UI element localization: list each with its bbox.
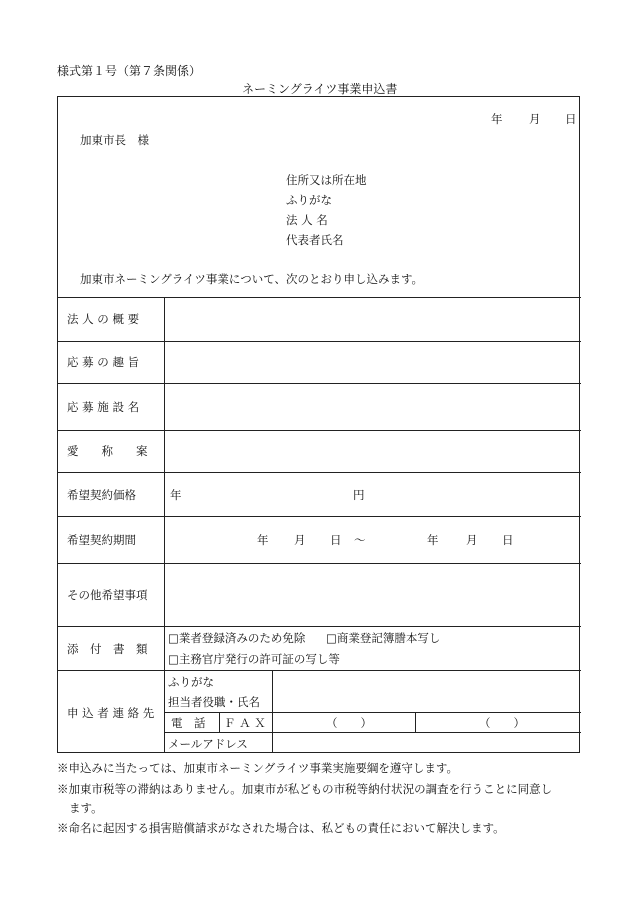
- applicant-furigana-label: ふりがな: [286, 193, 332, 207]
- addressee: 加東市長 様: [80, 133, 149, 147]
- period-start-year: 年: [257, 533, 269, 547]
- note-tax-line2: ます。: [69, 801, 103, 815]
- rule-row-8: [58, 670, 581, 671]
- applicant-corporate-name-label: 法 人 名: [286, 213, 328, 227]
- rule-row-1: [58, 341, 581, 342]
- contact-furigana-label: ふりがな: [168, 675, 214, 689]
- rule-contact-b: [164, 732, 581, 733]
- note-liability: ※命名に起因する損害賠償請求がなされた場合は、私どもの責任において解決します。: [57, 821, 505, 835]
- attachment-permit-copy[interactable]: □主務官庁発行の許可証の写し等: [168, 652, 340, 666]
- rule-row-6: [58, 563, 581, 564]
- contact-phone-label: 電 話: [171, 716, 206, 730]
- period-end-day: 日: [502, 533, 514, 547]
- contact-fax-label: Ｆ Ａ Ｘ: [224, 716, 266, 730]
- note-compliance: ※申込みに当たっては、加東市ネーミングライツ事業実施要綱を遵守します。: [57, 761, 459, 775]
- period-start-month: 月: [294, 533, 306, 547]
- rule-row-4: [58, 472, 581, 473]
- form-title: ネーミングライツ事業申込書: [242, 82, 398, 96]
- rule-label-column: [164, 297, 165, 753]
- applicant-address-label: 住所又は所在地: [286, 173, 367, 187]
- price-year: 年: [170, 488, 182, 502]
- application-statement: 加東市ネーミングライツ事業について、次のとおり申し込みます。: [80, 272, 424, 286]
- rule-phone-fax-split: [415, 712, 416, 732]
- period-start-day: 日: [330, 533, 342, 547]
- rule-contact-sub: [272, 670, 273, 753]
- contact-email-label: メールアドレス: [168, 737, 248, 751]
- attachment-commercial-register[interactable]: □商業登記簿謄本写し: [326, 631, 441, 645]
- period-tilde: ～: [354, 533, 366, 547]
- attachment-registered-exempt[interactable]: □業者登録済みのため免除: [168, 631, 306, 645]
- phone-area-code-parens: （ ）: [326, 716, 372, 730]
- row-label-price: 希望契約価格: [67, 488, 136, 502]
- row-label-purpose: 応 募 の 趣 旨: [67, 355, 140, 369]
- rule-row-3: [58, 430, 581, 431]
- fax-area-code-parens: （ ）: [479, 716, 525, 730]
- rule-phone-split: [219, 712, 220, 732]
- date-year: 年: [491, 112, 503, 126]
- row-label-contact: 申 込 者 連 絡 先: [67, 706, 155, 720]
- rule-top-section: [58, 297, 581, 298]
- date-month: 月: [529, 112, 541, 126]
- rule-row-7: [58, 626, 581, 627]
- price-yen: 円: [353, 488, 365, 502]
- row-label-facility-name: 応 募 施 設 名: [67, 400, 140, 414]
- date-day: 日: [565, 112, 577, 126]
- row-label-nickname: 愛 称 案: [67, 444, 148, 458]
- application-form-table: [57, 96, 580, 753]
- rule-row-2: [58, 383, 581, 384]
- row-label-attachments: 添 付 書 類: [67, 642, 148, 656]
- row-label-other: その他希望事項: [67, 588, 148, 602]
- contact-person-label: 担当者役職・氏名: [168, 695, 260, 709]
- applicant-representative-label: 代表者氏名: [286, 233, 344, 247]
- rule-row-5: [58, 516, 581, 517]
- rule-contact-a: [164, 712, 581, 713]
- row-label-period: 希望契約期間: [67, 533, 136, 547]
- note-tax-line1: ※加東市税等の滞納はありません。加東市が私どもの市税等納付状況の調査を行うことに同意し: [57, 782, 553, 796]
- form-number: 様式第１号（第７条関係）: [57, 64, 202, 78]
- period-end-year: 年: [427, 533, 439, 547]
- period-end-month: 月: [466, 533, 478, 547]
- row-label-corporate-overview: 法 人 の 概 要: [67, 312, 140, 326]
